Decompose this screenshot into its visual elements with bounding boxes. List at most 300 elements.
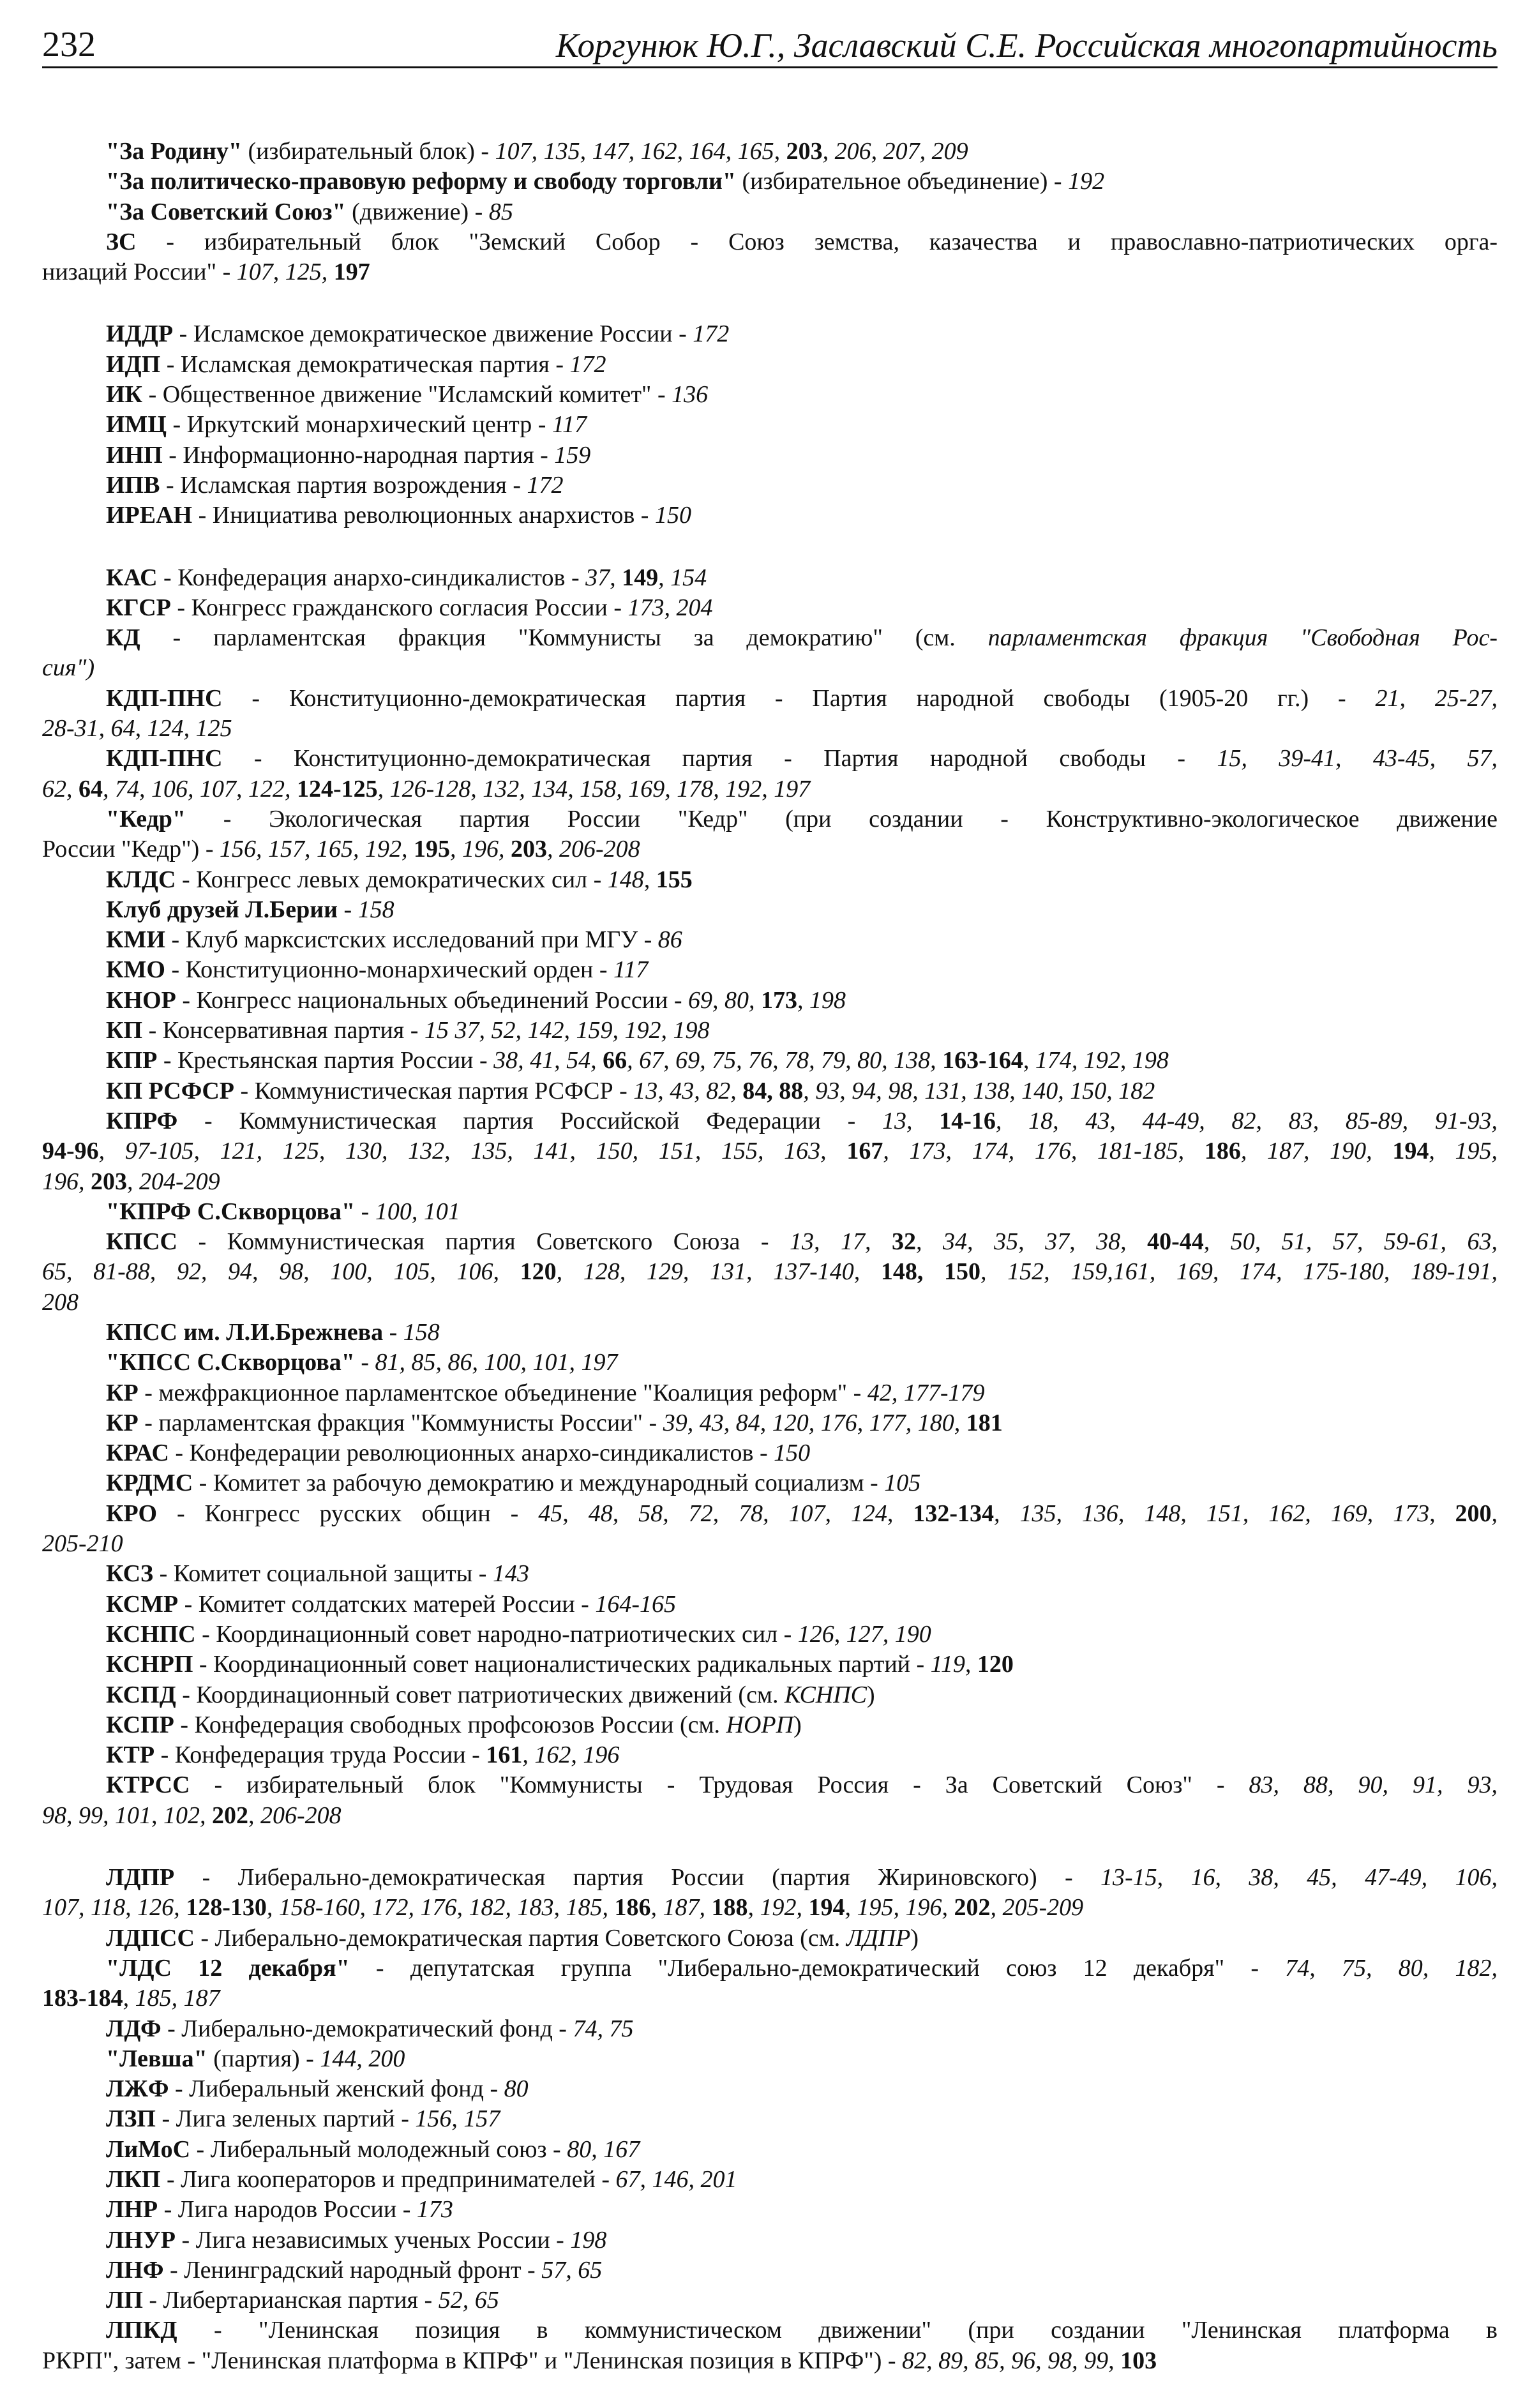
page-refs: 183-184 [42,1985,123,2012]
index-entry [42,1016,1498,1046]
entry-text: ) [867,1681,875,1708]
entry-term: ЗС [106,228,137,255]
page-refs: , 18, 43, 44-49, 82, 83, 85-89, 91-93, [995,1107,1498,1134]
page-refs: 105 [884,1470,921,1497]
index-entry [42,623,1498,653]
page-refs: 100, 101 [375,1198,460,1225]
entry-text: низаций России" - [42,259,237,286]
entry-term: КП РСФСР [106,1077,235,1104]
entry-text: - Крестьянская партия России - [157,1047,494,1074]
index-entry [42,2014,1498,2044]
page-refs: 132-134 [913,1500,994,1527]
entry-text: - Исламское демократическое движение России - [173,320,693,348]
entry-text: - [383,1318,403,1346]
page-refs: 156, 157 [415,2105,500,2133]
entry-text: - Конгресс русских общин - [157,1500,539,1527]
entry-term: КР [106,1379,139,1406]
running-title: Коргунюк Ю.Г., Заславский С.Е. Российская многопартийность [555,26,1498,64]
entry-text: РКРП", затем - "Ленинская платформа в КПРФ" и "Ленинская позиция в КПРФ") - [42,2347,903,2374]
index-entry [42,380,1498,410]
entry-term: ИПВ [106,471,160,499]
index-entry [42,500,1498,531]
index-entry [42,2135,1498,2165]
entry-term: КП [106,1017,143,1044]
entry-term: КСПД [106,1681,176,1708]
entry-term: КПСС им. Л.И.Брежнева [106,1318,384,1346]
entry-text: - Либерально-демократический фонд - [161,2015,573,2042]
page-refs: 83, 88, 90, 91, 93, [1249,1772,1498,1799]
entry-term: КД [106,624,140,652]
entry-term: "За Родину" [106,138,242,165]
entry-term: КПР [106,1047,158,1074]
page-refs: 181 [966,1409,1003,1436]
page-refs: 120 [977,1651,1014,1678]
entry-term: Клуб друзей Л.Берии [106,896,338,923]
page-refs: 28-31, 64, 124, 125 [42,715,232,742]
page-refs: , 195, [1429,1138,1498,1165]
page-refs: 39, 43, 84, 120, 176, 177, 180, [663,1409,966,1436]
index-entry-continuation [42,1167,1498,1197]
page-refs: 124-125 [297,775,378,802]
entry-text: - [355,1198,375,1225]
entry-term: ЛЖФ [106,2075,169,2103]
page-refs: 197 [333,259,370,286]
page-refs: 62, [42,775,79,802]
page-refs: 13-15, 16, 38, 45, 47-49, 106, [1100,1864,1498,1892]
page-refs: 42, 177-179 [867,1379,985,1406]
page-refs: 156, 157, 165, 192, [219,836,414,863]
entry-text: - Конституционно-монархический орден - [165,956,614,984]
entry-text: - Консервативная партия - [142,1017,424,1044]
entry-term: "За Советский Союз" [106,198,346,225]
page-refs: 37, [585,564,622,591]
index-entry [42,1468,1498,1498]
entry-text: - Коммунистическая партия Советского Союза - [177,1228,790,1256]
page-refs: 86 [657,926,682,954]
index-entry [42,986,1498,1016]
index-entry [42,227,1498,257]
page-refs: 148, 150 [880,1258,980,1286]
page-refs: 172 [527,471,564,499]
index-entry [42,1197,1498,1227]
page-refs: 81, 85, 86, 100, 101, 197 [375,1349,618,1376]
page-refs: 196, [42,1168,91,1195]
index-entry [42,2285,1498,2315]
entry-term: КСЗ [106,1560,154,1588]
index-entry [42,865,1498,895]
entry-term: ЛКП [106,2166,161,2193]
page-refs: 192 [1068,168,1105,195]
page-refs: ЛДПР [846,1924,911,1952]
entry-text: - Комитет солдатских матерей России - [178,1590,596,1618]
page-refs: , 187, [650,1894,712,1922]
entry-text: - Координационный совет националистических радикальных партий - [193,1651,931,1678]
index-entry-continuation [42,1288,1498,1318]
index-entry [42,440,1498,470]
page-refs: , 93, 94, 98, 131, 138, 140, 150, 182 [803,1077,1155,1104]
entry-text: - Либеральный молодежный союз - [190,2135,567,2163]
entry-term: "КПСС С.Скворцова" [106,1349,355,1376]
entry-text: (избирательный блок) - [241,138,495,165]
page-refs: 186 [1204,1138,1241,1165]
entry-text: России "Кедр") - [42,836,220,863]
page-refs: 69, 80, [688,986,762,1014]
entry-text: - [354,1349,375,1376]
page-refs: , 152, 159,161, 169, 174, 175-180, 189-191, [980,1258,1498,1286]
entry-term: ИНП [106,441,163,469]
index-entry [42,744,1498,774]
page-refs: 149 [622,564,659,591]
page-refs: 202 [212,1802,248,1829]
index-entry [42,319,1498,349]
index-entry [42,1590,1498,1620]
entry-term: ЛиМоС [106,2135,191,2163]
index-entry [42,137,1498,167]
page-refs: 194 [1392,1138,1429,1165]
entry-term: "Кедр" [106,805,186,832]
entry-term: КРАС [106,1440,169,1467]
entry-text: - Коммунистическая партия Российской Федерации - [177,1107,882,1134]
page-refs: КСНПС [784,1681,867,1708]
page-refs: 198 [570,2226,607,2254]
entry-text: (движение) - [345,198,489,225]
index-group [42,1863,1498,2376]
index-entry [42,895,1498,925]
page-refs: , 204-209 [127,1168,220,1195]
page-refs: 208 [42,1288,79,1316]
index-entry [42,1408,1498,1438]
page-refs: 136 [672,381,709,409]
entry-text: - Либерально-демократическая партия Советского Союза (см. [194,1924,846,1952]
page-refs: 64 [79,775,103,802]
entry-text: - Конгресс гражданского согласия России - [170,594,628,621]
page-refs: 148, [607,866,656,893]
entry-text: - Конституционно-демократическая партия - Партия народной свободы (1905-20 гг.) - [222,684,1376,712]
entry-text: - "Ленинская позиция в коммунистическом движении" (при создании "Ленинская платформа в [177,2317,1498,2344]
entry-text: - Конфедерация свободных профсоюзов России (см. [174,1711,726,1738]
page-refs: 159 [554,441,591,469]
entry-text: - Лига кооператоров и предпринимателей - [160,2166,616,2193]
entry-text: - Конфедерация труда России - [154,1742,486,1769]
page-refs: 173, 204 [627,594,713,621]
page-refs: 202 [954,1894,991,1922]
entry-term: ЛП [106,2287,143,2314]
page-refs: 163-164 [942,1047,1023,1074]
index-entry [42,1620,1498,1650]
page-refs: 172 [693,320,730,348]
page-refs: , 196, [449,836,511,863]
page-refs: 195 [413,836,450,863]
page-refs: 107, 125, [236,259,334,286]
header-rule [42,66,1498,68]
page-refs: 203 [510,836,547,863]
page-refs: , 205-209 [990,1894,1084,1922]
page-refs: , 67, 69, 75, 76, 78, 79, 80, 138, [627,1047,943,1074]
entry-term: КСПР [106,1711,174,1738]
index-entry-continuation [42,1983,1498,2013]
entry-term: КДП-ПНС [106,745,223,772]
page-refs: 74, 75 [573,2015,634,2042]
page-refs: 167 [846,1138,883,1165]
index-entry [42,684,1498,714]
entry-term: КПРФ [106,1107,178,1134]
page-refs: , 206, 207, 209 [822,138,968,165]
index-entry [42,1650,1498,1680]
entry-text: - Инициатива революционных анархистов - [192,502,655,529]
index-entry [42,955,1498,985]
entry-text: - Исламская демократическая партия - [160,350,570,378]
page-refs: 128-130 [186,1894,267,1922]
entry-term: КТРСС [106,1772,190,1799]
page-refs: , 173, 174, 176, 181-185, [883,1138,1205,1165]
page-refs: 194 [808,1894,845,1922]
entry-term: КДП-ПНС [106,684,223,712]
page-refs: , 50, 51, 57, 59-61, 63, [1203,1228,1498,1256]
entry-text: - парламентская фракция "Коммунисты за демократию" (см. [140,624,988,652]
entry-text: - депутатская группа "Либерально-демократический союз 12 декабря" - [349,1954,1286,1982]
page-refs: , [1491,1500,1498,1527]
page-refs: 40-44 [1147,1228,1204,1256]
entry-term: ИК [106,381,143,409]
entry-term: ЛНУР [106,2226,176,2254]
page-refs: 155 [656,866,693,893]
entry-term: ИДДР [106,320,174,348]
entry-text: - Либеральный женский фонд - [169,2075,504,2103]
page-refs: 119, [930,1651,977,1678]
entry-text: (партия) - [207,2045,320,2072]
entry-term: ЛНФ [106,2256,164,2284]
index-entry [42,167,1498,197]
entry-text: - избирательный блок "Земский Собор - Союз земства, казачества и православно-патриотических орга- [136,228,1498,255]
page-refs: 150 [654,502,691,529]
entry-text: - Лига независимых ученых России - [175,2226,571,2254]
index-group [42,319,1498,531]
page-refs: , 174, 192, 198 [1023,1047,1169,1074]
entry-text: - Конфедерации революционных анархо-синдикалистов - [169,1440,774,1467]
entry-term: КЛДС [106,866,176,893]
index-entry-continuation [42,1257,1498,1287]
entry-text: - Коммунистическая партия РСФСР - [234,1077,634,1104]
page-refs: , 128, 129, 131, 137-140, [556,1258,881,1286]
index-group [42,137,1498,287]
page-refs: 13, 43, 82, [633,1077,743,1104]
entry-text: - межфракционное парламентское объединение "Коалиция реформ" - [138,1379,867,1406]
page-refs: , 158-160, 172, 176, 182, 183, 185, [266,1894,615,1922]
page-refs: 107, 135, 147, 162, 164, 165, [495,138,786,165]
entry-term: КСМР [106,1590,179,1618]
entry-text: - Комитет за рабочую демократию и международный социализм - [193,1470,885,1497]
page-refs: 203 [91,1168,127,1195]
entry-text: - парламентская фракция "Коммунисты России" - [138,1409,663,1436]
page-number: 232 [42,25,96,64]
entry-text: - Конгресс левых демократических сил - [176,866,608,893]
entry-text: - Либерально-демократическая партия России (партия Жириновского) - [174,1864,1100,1892]
page-refs: 173 [416,2196,453,2224]
index-entry [42,2255,1498,2285]
index-entry [42,563,1498,593]
entry-term: "Левша" [106,2045,207,2072]
page-refs: 45, 48, 58, 72, 78, 107, 124, [538,1500,913,1527]
index-entry-continuation [42,714,1498,744]
page-refs: 200 [1455,1500,1492,1527]
entry-term: ЛДФ [106,2015,161,2042]
page-refs: 186 [614,1894,651,1922]
index-entry-continuation [42,834,1498,864]
index-entry-continuation [42,1136,1498,1166]
entry-term: ЛПКД [106,2317,177,2344]
index-entry [42,197,1498,227]
index-group [42,563,1498,1831]
entry-term: КРДМС [106,1470,193,1497]
page-refs: , 74, 106, 107, 122, [103,775,297,802]
page-refs: 74, 75, 80, 182, [1285,1954,1498,1982]
index-entry [42,1953,1498,1983]
entry-term: ЛДПСС [106,1924,195,1952]
index-entry [42,1227,1498,1257]
entry-text: - Общественное движение "Исламский комитет" - [142,381,672,409]
index-entry [42,1378,1498,1408]
page-refs: , 206-208 [248,1802,342,1829]
index-entry [42,1559,1498,1589]
index-entry [42,2044,1498,2074]
entry-text: - Конституционно-демократическая партия - Партия народной свободы - [222,745,1217,772]
index-entry-continuation [42,653,1498,683]
page-refs: 52, 65 [438,2287,499,2314]
entry-term: "ЛДС 12 декабря" [106,1954,350,1982]
index-entry [42,350,1498,380]
entry-term: КМИ [106,926,165,954]
index-entry [42,593,1498,623]
entry-text: - Координационный совет патриотических движений (см. [176,1681,785,1708]
page-refs: , 187, 190, [1240,1138,1393,1165]
index-entry [42,1348,1498,1378]
page-refs: 172 [569,350,606,378]
index-entry [42,2104,1498,2134]
index-entry [42,804,1498,834]
page-refs: , 192, [747,1894,809,1922]
entry-term: ЛЗП [106,2105,156,2133]
index-entry [42,2195,1498,2225]
index-entry [42,1106,1498,1136]
entry-term: ИМЦ [106,411,167,439]
page-refs: 80, 167 [567,2135,640,2163]
entry-term: КАС [106,564,158,591]
page-refs: 98, 99, 101, 102, [42,1802,212,1829]
entry-term: КПСС [106,1228,177,1256]
index-entry [42,1438,1498,1468]
page-refs: 164-165 [595,1590,676,1618]
page-refs: 65, 81-88, 92, 94, 98, 100, 105, 106, [42,1258,520,1286]
entry-text: - Либертарианская партия - [142,2287,439,2314]
entry-term: КГСР [106,594,171,621]
entry-text: - Иркутский монархический центр - [166,411,552,439]
page-refs: , 135, 136, 148, 151, 162, 169, 173, [994,1500,1455,1527]
index-entry-continuation [42,2346,1498,2376]
page-refs: 203 [786,138,823,165]
page-refs: 85 [488,198,513,225]
page-refs: , 97-105, 121, 125, 130, 132, 135, 141, 150, 151, 155, 163, [98,1138,847,1165]
entry-text: - Исламская партия возрождения - [160,471,527,499]
page-refs: 15 37, 52, 142, 159, 192, 198 [424,1017,710,1044]
index-entry [42,925,1498,955]
page-refs: 205-210 [42,1530,123,1558]
page-refs: , 185, 187 [123,1985,220,2012]
page-refs: 82, 89, 85, 96, 98, 99, [902,2347,1121,2374]
page-refs: 143 [492,1560,529,1588]
page-refs: 80 [504,2075,529,2103]
index-entry [42,1046,1498,1076]
page-refs: 158 [357,896,394,923]
index-body [42,137,1498,2408]
index-entry-continuation [42,774,1498,804]
entry-term: ЛНР [106,2196,158,2224]
entry-term: ИРЕАН [106,502,193,529]
entry-text: - Лига зеленых партий - [155,2105,416,2133]
index-entry-continuation [42,1893,1498,1923]
entry-text: - Экологическая партия России "Кедр" (при создании - Конструктивно-экологическое движение [186,805,1498,832]
page-refs: парламентская фракция "Свободная Рос- [988,624,1498,652]
entry-term: КСНПС [106,1620,196,1648]
page-refs: 188 [711,1894,748,1922]
page-refs: НОРП [726,1711,794,1738]
page-refs: 13, [882,1107,940,1134]
index-entry-continuation [42,1801,1498,1831]
entry-text: (избирательное объединение) - [735,168,1069,195]
page-refs: , 162, 196 [522,1742,620,1769]
entry-term: "КПРФ С.Скворцова" [106,1198,356,1225]
page-refs: 173 [761,986,798,1014]
index-entry [42,1076,1498,1106]
entry-term: КМО [106,956,165,984]
page-refs: 117 [552,411,587,439]
page-refs: 21, 25-27, [1375,684,1498,712]
entry-term: "За политическо-правовую реформу и свободу торговли" [106,168,736,195]
index-entry-continuation [42,1529,1498,1559]
page-refs: 120 [520,1258,557,1286]
page-refs: 57, 65 [541,2256,603,2284]
page-refs: 126, 127, 190 [797,1620,931,1648]
index-entry [42,1680,1498,1710]
entry-term: КНОР [106,986,176,1014]
entry-text: ) [793,1711,802,1738]
entry-term: КР [106,1409,139,1436]
index-entry-continuation [42,257,1498,287]
index-entry [42,1863,1498,1893]
entry-text: - Клуб марксистских исследований при МГУ - [165,926,658,954]
page-refs: 144, 200 [320,2045,405,2072]
index-entry [42,2074,1498,2104]
page-refs: 107, 118, 126, [42,1894,186,1922]
page-header [42,22,1498,70]
index-entry [42,1499,1498,1529]
entry-term: ЛДПР [106,1864,175,1892]
index-entry [42,1710,1498,1740]
page-refs: сия") [42,654,95,682]
page-refs: 84, 88 [742,1077,804,1104]
page-refs: , 154 [658,564,707,591]
page-refs: , 195, 196, [845,1894,954,1922]
entry-text: - Лига народов России - [158,2196,417,2224]
index-entry [42,410,1498,440]
entry-text: - Комитет социальной защиты - [153,1560,493,1588]
entry-text: - [338,896,358,923]
entry-term: КРО [106,1500,158,1527]
index-entry [42,1923,1498,1953]
page-refs: 14-16 [939,1107,996,1134]
page-refs: , 198 [797,986,846,1014]
entry-text: - Конгресс национальных объединений России - [176,986,689,1014]
page-refs: 158 [403,1318,440,1346]
